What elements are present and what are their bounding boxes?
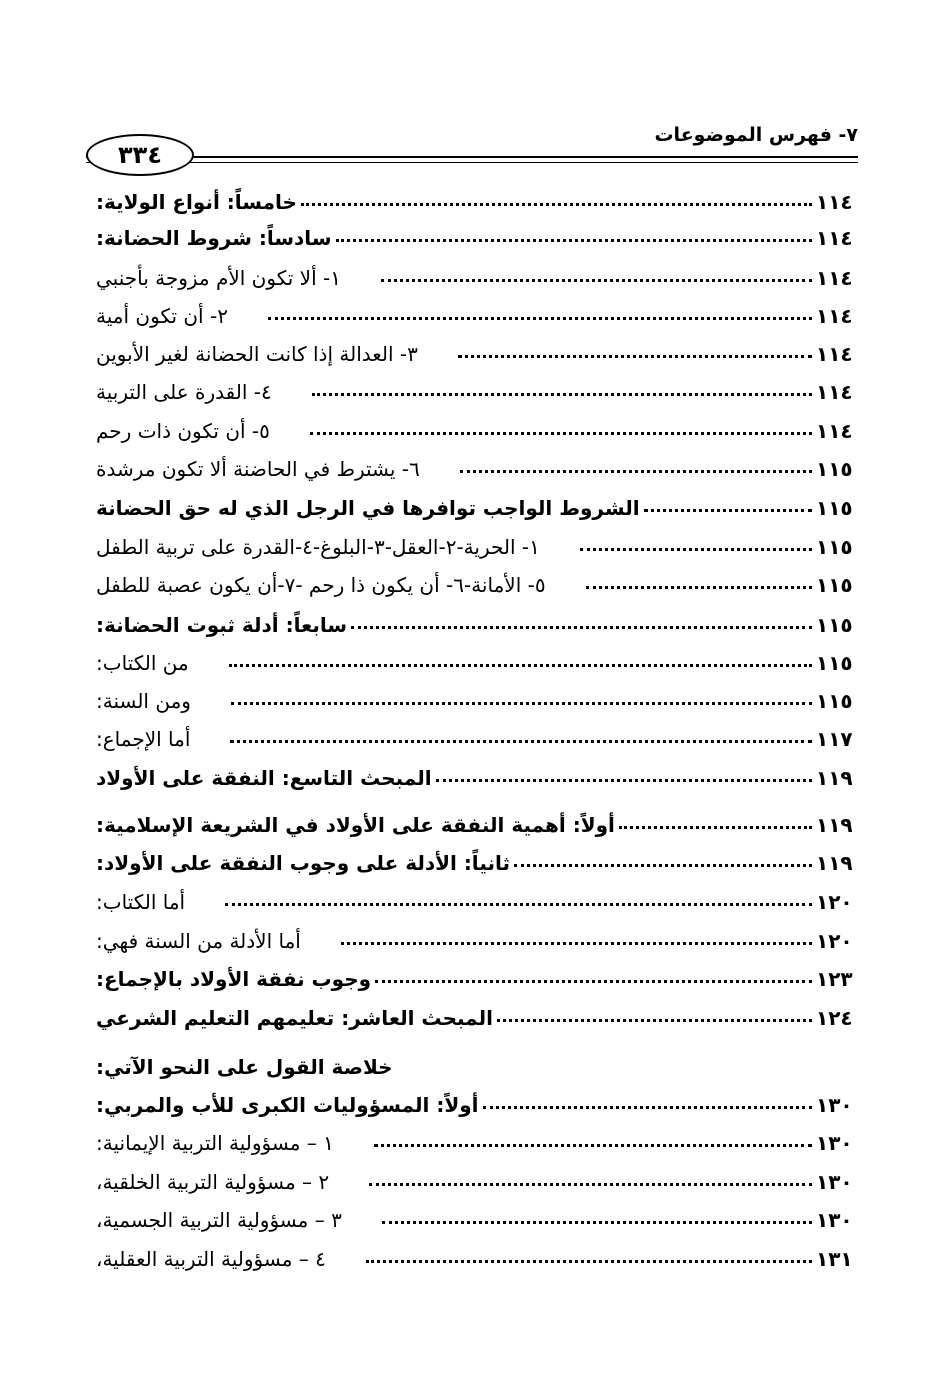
toc-entry-title: المبحث التاسع: النفقة على الأولاد (96, 766, 432, 790)
toc-entry-title: أولاً: أهمية النفقة على الأولاد في الشريعة الإسلامية: (96, 813, 615, 837)
toc-entry-page: ١١٥ (816, 651, 853, 675)
dot-leader (369, 1183, 812, 1186)
toc-entry (92, 639, 860, 675)
dot-leader (312, 393, 812, 396)
toc-entry (92, 754, 860, 790)
toc-entry-page: ١١٥ (816, 573, 853, 597)
toc-entry-title: ٥- الأمانة-٦- أن يكون ذا رحم -٧-أن يكون عصبة للطفل (96, 573, 546, 597)
toc-entry-title: المبحث العاشر: تعليمهم التعليم الشرعي (96, 1006, 493, 1030)
dot-leader (230, 740, 812, 743)
toc-entry-title: خلاصة القول على النحو الآتي: (96, 1055, 393, 1079)
toc-entry (92, 917, 860, 953)
toc-entry (92, 1196, 860, 1232)
toc-entry-page: ١١٩ (816, 766, 853, 790)
dot-leader (351, 626, 812, 629)
toc-entry (92, 407, 860, 443)
toc-entry (92, 1119, 860, 1155)
toc-entry-title: ١- ألا تكون الأم مزوجة بأجنبي (96, 266, 341, 290)
toc-entry-title: أولاً: المسؤوليات الكبرى للأب والمربي: (96, 1093, 479, 1117)
toc-entry-page: ١١٥ (816, 535, 853, 559)
dot-leader (366, 1260, 812, 1263)
dot-leader (268, 317, 812, 320)
dot-leader (619, 826, 812, 829)
dot-leader (310, 432, 812, 435)
toc-entry-title: سابعاً: أدلة ثبوت الحضانة: (96, 613, 348, 637)
toc-entry (92, 484, 860, 520)
toc-entry-title: ٢- أن تكون أمية (96, 304, 228, 328)
toc-entry-page: ١١٩ (816, 851, 853, 875)
toc-entry (92, 801, 860, 837)
toc-entry-title: ٣ – مسؤولية التربية الجسمية، (96, 1208, 342, 1232)
toc-entry-title: ٤- القدرة على التربية (96, 380, 272, 404)
dot-leader (374, 1144, 812, 1147)
toc-entry (92, 523, 860, 559)
toc-entry-page: ١٢٠ (816, 929, 853, 953)
dot-leader (301, 203, 812, 206)
toc-entry-title: أما الإجماع: (96, 727, 191, 751)
toc-entry-page: ١٢٤ (816, 1006, 853, 1030)
toc-entry-page: ١١٤ (816, 226, 853, 250)
toc-entry-title: ١ – مسؤولية التربية الإيمانية: (96, 1131, 334, 1155)
dot-leader (341, 942, 812, 945)
dot-leader (458, 355, 812, 358)
toc-entry (92, 292, 860, 328)
dot-leader (436, 779, 812, 782)
toc-entry (92, 1043, 860, 1079)
toc-entry (92, 368, 860, 404)
toc-entry-page: ١١٤ (816, 419, 853, 443)
toc-entry-page: ١١٥ (816, 613, 853, 637)
running-title: ٧- فهرس الموضوعات (654, 124, 858, 146)
toc-entry (92, 677, 860, 713)
toc-entry (92, 1235, 860, 1271)
toc-entry-page: ١١٧ (816, 727, 853, 751)
toc-entry (92, 839, 860, 875)
toc-entry-page: ١١٩ (816, 813, 853, 837)
toc-entry (92, 254, 860, 290)
dot-leader (229, 664, 812, 667)
toc-entry (92, 601, 860, 637)
toc-entry (92, 955, 860, 991)
dot-leader (497, 1019, 812, 1022)
toc-entry (92, 715, 860, 751)
toc-entry-title: أما الكتاب: (96, 890, 186, 914)
toc-entry-title: ١- الحرية-٢-العقل-٣-البلوغ-٤-القدرة على تربية الطفل (96, 535, 540, 559)
dot-leader (460, 470, 812, 473)
header-rule (86, 156, 858, 158)
page-number: ٣٣٤ (86, 134, 194, 176)
dot-leader (336, 239, 813, 242)
toc-entry-page: ١١٥ (816, 689, 853, 713)
dot-leader (586, 586, 812, 589)
toc-entry-title: خامساً: أنواع الولاية: (96, 190, 297, 214)
toc-entry-title: ثانياً: الأدلة على وجوب النفقة على الأولاد: (96, 851, 511, 875)
toc-entry-title: ٣- العدالة إذا كانت الحضانة لغير الأبوين (96, 342, 418, 366)
toc-entry-page: ١٣٠ (816, 1208, 853, 1232)
toc-entry (92, 178, 860, 214)
toc-entry-title: وجوب نفقة الأولاد بالإجماع: (96, 967, 372, 991)
toc-entry (92, 561, 860, 597)
toc-entry-page: ١١٥ (816, 496, 853, 520)
dot-leader (231, 702, 812, 705)
toc-entry-page: ١١٤ (816, 190, 853, 214)
toc-entry (92, 214, 860, 250)
toc-entry (92, 994, 860, 1030)
header-rule-thin (86, 162, 858, 163)
toc-entry-title: ٢ – مسؤولية التربية الخلقية، (96, 1170, 330, 1194)
dot-leader (644, 509, 812, 512)
toc-entry-title: ومن السنة: (96, 689, 191, 713)
toc-entry (92, 330, 860, 366)
dot-leader (375, 980, 812, 983)
toc-entry-page: ١٣٠ (816, 1093, 853, 1117)
toc-entry-title: ٦- يشترط في الحاضنة ألا تكون مرشدة (96, 457, 420, 481)
toc-entry-page: ١١٤ (816, 342, 853, 366)
toc-entry-page: ١١٤ (816, 304, 853, 328)
toc-entry (92, 1081, 860, 1117)
toc-entry-page: ١٣١ (816, 1247, 853, 1271)
toc-entry-title: ٥- أن تكون ذات رحم (96, 419, 270, 443)
dot-leader (483, 1106, 812, 1109)
dot-leader (580, 548, 812, 551)
dot-leader (381, 279, 812, 282)
toc-entry-page: ١٣٠ (816, 1170, 853, 1194)
toc-entry-page: ١١٥ (816, 457, 853, 481)
page-header (86, 118, 858, 178)
toc-entry-title: سادساً: شروط الحضانة: (96, 226, 332, 250)
dot-leader (514, 864, 812, 867)
toc-entry-page: ١٢٣ (816, 967, 853, 991)
toc-entry (92, 445, 860, 481)
dot-leader (225, 903, 812, 906)
toc-entry-title: الشروط الواجب توافرها في الرجل الذي له حق الحضانة (96, 496, 640, 520)
toc-entry-page: ١٣٠ (816, 1131, 853, 1155)
dot-leader (382, 1221, 812, 1224)
toc-entry-page: ١١٤ (816, 266, 853, 290)
toc-entry-title: من الكتاب: (96, 651, 189, 675)
toc-entry-title: ٤ – مسؤولية التربية العقلية، (96, 1247, 326, 1271)
toc-entry (92, 1158, 860, 1194)
toc-entry-page: ١١٤ (816, 380, 853, 404)
toc-entry (92, 878, 860, 914)
toc-entry-page: ١٢٠ (816, 890, 853, 914)
toc-entry-title: أما الأدلة من السنة فهي: (96, 929, 301, 953)
